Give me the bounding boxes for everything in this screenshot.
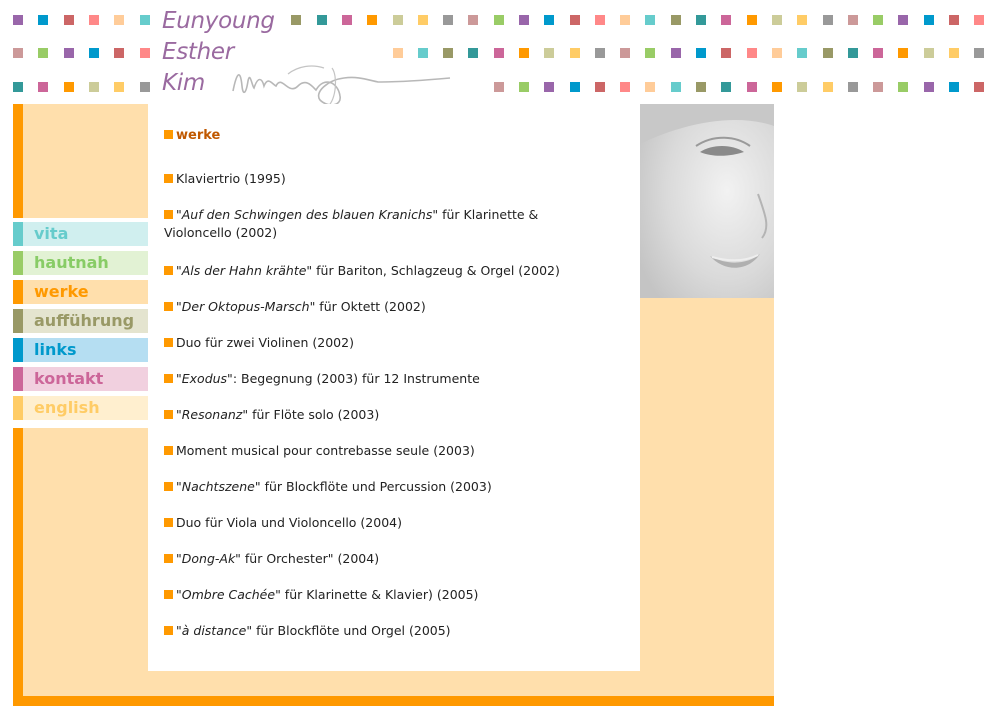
work-title: "Dong-Ak" [176, 551, 241, 566]
decoration-square [645, 48, 655, 58]
name-line-3: Kim [162, 70, 205, 96]
work-details: für Klarinette & Klavier) (2005) [280, 587, 479, 602]
decoration-square [848, 15, 858, 25]
nav-item-6[interactable] [13, 396, 148, 420]
decoration-square [620, 82, 630, 92]
work-item [164, 514, 604, 532]
nav-item-3[interactable] [13, 309, 148, 333]
decoration-square [544, 48, 554, 58]
work-title: "Exodus" [176, 371, 233, 386]
main-content [148, 104, 640, 671]
decoration-square [443, 15, 453, 25]
decoration-square [974, 48, 984, 58]
decoration-square [140, 15, 150, 25]
work-details: Duo für zwei Violinen (2002) [176, 335, 354, 350]
nav-item-5[interactable] [13, 367, 148, 391]
decoration-square [949, 82, 959, 92]
nav-item-label: links [34, 340, 77, 359]
portrait-photo [640, 104, 774, 298]
decoration-square [544, 82, 554, 92]
decoration-square [393, 15, 403, 25]
work-item [164, 442, 604, 460]
decoration-square [38, 15, 48, 25]
decoration-square [671, 15, 681, 25]
decoration-square [898, 48, 908, 58]
decoration-square [468, 15, 478, 25]
bullet-icon [164, 518, 173, 527]
decoration-square [13, 15, 23, 25]
decoration-square [13, 48, 23, 58]
work-item [164, 370, 604, 388]
decoration-square [721, 15, 731, 25]
nav-item-4[interactable] [13, 338, 148, 362]
decoration-square [696, 82, 706, 92]
decoration-square [949, 48, 959, 58]
decoration-square [494, 15, 504, 25]
decoration-square [620, 48, 630, 58]
decoration-square [671, 82, 681, 92]
decoration-square [823, 82, 833, 92]
decoration-square [898, 82, 908, 92]
nav-item-1[interactable] [13, 251, 148, 275]
left-panel-top [13, 104, 148, 218]
decoration-square [721, 48, 731, 58]
decoration-square [291, 15, 301, 25]
bullet-icon [164, 590, 173, 599]
work-title: "Als der Hahn krähte" [176, 263, 313, 278]
decoration-square [848, 82, 858, 92]
work-item [164, 550, 604, 568]
decoration-square [570, 82, 580, 92]
decoration-square [974, 82, 984, 92]
main-navigation [13, 222, 148, 425]
decoration-square [114, 15, 124, 25]
decoration-square [114, 48, 124, 58]
decoration-square [89, 15, 99, 25]
work-title: "Auf den Schwingen des blauen Kranichs" [176, 207, 439, 222]
name-line-2: Esther [162, 39, 234, 65]
work-details: : Begegnung (2003) für 12 Instrumente [232, 371, 480, 386]
bottom-strip [148, 671, 774, 696]
left-panel-bottom [13, 428, 148, 696]
work-title: "Der Oktopus-Marsch" [176, 299, 316, 314]
decoration-square [873, 82, 883, 92]
bullet-icon [164, 482, 173, 491]
work-details: für Oktett (2002) [315, 299, 426, 314]
decoration-square [747, 15, 757, 25]
nav-item-0[interactable] [13, 222, 148, 246]
work-title: "à distance" [176, 623, 253, 638]
decoration-square [797, 82, 807, 92]
decoration-square [13, 82, 23, 92]
work-item [164, 298, 604, 316]
nav-item-label: vita [34, 224, 69, 243]
work-details: für Blockflöte und Orgel (2005) [252, 623, 451, 638]
work-item [164, 586, 604, 604]
decoration-square [696, 15, 706, 25]
decoration-square [823, 15, 833, 25]
decoration-square [418, 15, 428, 25]
work-details: Duo für Viola und Violoncello (2004) [176, 515, 402, 530]
nav-item-label: werke [34, 282, 89, 301]
decoration-square [595, 48, 605, 58]
decoration-square [924, 15, 934, 25]
decoration-square [64, 15, 74, 25]
name-line-1: Eunyoung [162, 8, 275, 34]
bullet-icon [164, 210, 173, 219]
decoration-square [924, 48, 934, 58]
decoration-square [494, 48, 504, 58]
right-panel [640, 298, 774, 671]
work-title: "Nachtszene" [176, 479, 261, 494]
decoration-square [772, 48, 782, 58]
decoration-square [317, 15, 327, 25]
decoration-square [570, 15, 580, 25]
decoration-square [645, 82, 655, 92]
decoration-square [873, 15, 883, 25]
decoration-square [64, 48, 74, 58]
bullet-icon [164, 338, 173, 347]
bullet-icon [164, 410, 173, 419]
nav-item-label: kontakt [34, 369, 104, 388]
decoration-square [367, 15, 377, 25]
work-details: für Orchester" (2004) [240, 551, 380, 566]
decoration-square [797, 48, 807, 58]
decoration-square [949, 15, 959, 25]
nav-item-label: aufführung [34, 311, 135, 330]
bullet-icon [164, 302, 173, 311]
work-details: für Bariton, Schlagzeug & Orgel (2002) [312, 263, 560, 278]
decoration-square [873, 48, 883, 58]
decoration-square [570, 48, 580, 58]
nav-item-2[interactable] [13, 280, 148, 304]
decoration-square [595, 15, 605, 25]
decoration-square [772, 82, 782, 92]
decoration-square [140, 48, 150, 58]
work-item [164, 622, 604, 640]
work-title: "Ombre Cachée" [176, 587, 281, 602]
bullet-icon [164, 266, 173, 275]
nav-item-label: hautnah [34, 253, 109, 272]
work-item [164, 262, 604, 280]
decoration-square [38, 82, 48, 92]
decoration-square [519, 15, 529, 25]
decoration-square [620, 15, 630, 25]
work-details: für Flöte solo (2003) [248, 407, 380, 422]
work-details: für Klarinette & Violoncello (2002) [164, 207, 539, 240]
work-item [164, 478, 604, 496]
decoration-square [468, 48, 478, 58]
decoration-square [671, 48, 681, 58]
decoration-square [89, 82, 99, 92]
bullet-icon [164, 130, 173, 139]
bullet-icon [164, 554, 173, 563]
bullet-icon [164, 626, 173, 635]
work-item [164, 170, 604, 188]
decoration-square [595, 82, 605, 92]
decoration-square [342, 15, 352, 25]
decoration-square [747, 82, 757, 92]
decoration-square [544, 15, 554, 25]
header-decoration [0, 0, 1000, 100]
decoration-square [898, 15, 908, 25]
work-details: Moment musical pour contrebasse seule (2003) [176, 443, 475, 458]
bullet-icon [164, 374, 173, 383]
bottom-accent-bar [13, 696, 774, 706]
decoration-square [494, 82, 504, 92]
nav-item-label: english [34, 398, 100, 417]
work-item [164, 334, 604, 352]
work-title: "Resonanz" [176, 407, 249, 422]
work-item [164, 206, 604, 242]
bullet-icon [164, 446, 173, 455]
decoration-square [519, 82, 529, 92]
decoration-square [696, 48, 706, 58]
decoration-square [848, 48, 858, 58]
decoration-square [140, 82, 150, 92]
decoration-square [797, 15, 807, 25]
decoration-square [974, 15, 984, 25]
decoration-square [89, 48, 99, 58]
decoration-square [721, 82, 731, 92]
decoration-square [38, 48, 48, 58]
bullet-icon [164, 174, 173, 183]
work-item [164, 406, 604, 424]
decoration-square [64, 82, 74, 92]
decoration-square [747, 48, 757, 58]
decoration-square [924, 82, 934, 92]
work-details: für Blockflöte und Percussion (2003) [260, 479, 492, 494]
decoration-square [772, 15, 782, 25]
decoration-square [114, 82, 124, 92]
decoration-square [823, 48, 833, 58]
decoration-square [519, 48, 529, 58]
decoration-square [645, 15, 655, 25]
section-heading [164, 128, 220, 143]
work-details: Klaviertrio (1995) [176, 171, 286, 186]
section-heading-text: werke [176, 128, 221, 143]
